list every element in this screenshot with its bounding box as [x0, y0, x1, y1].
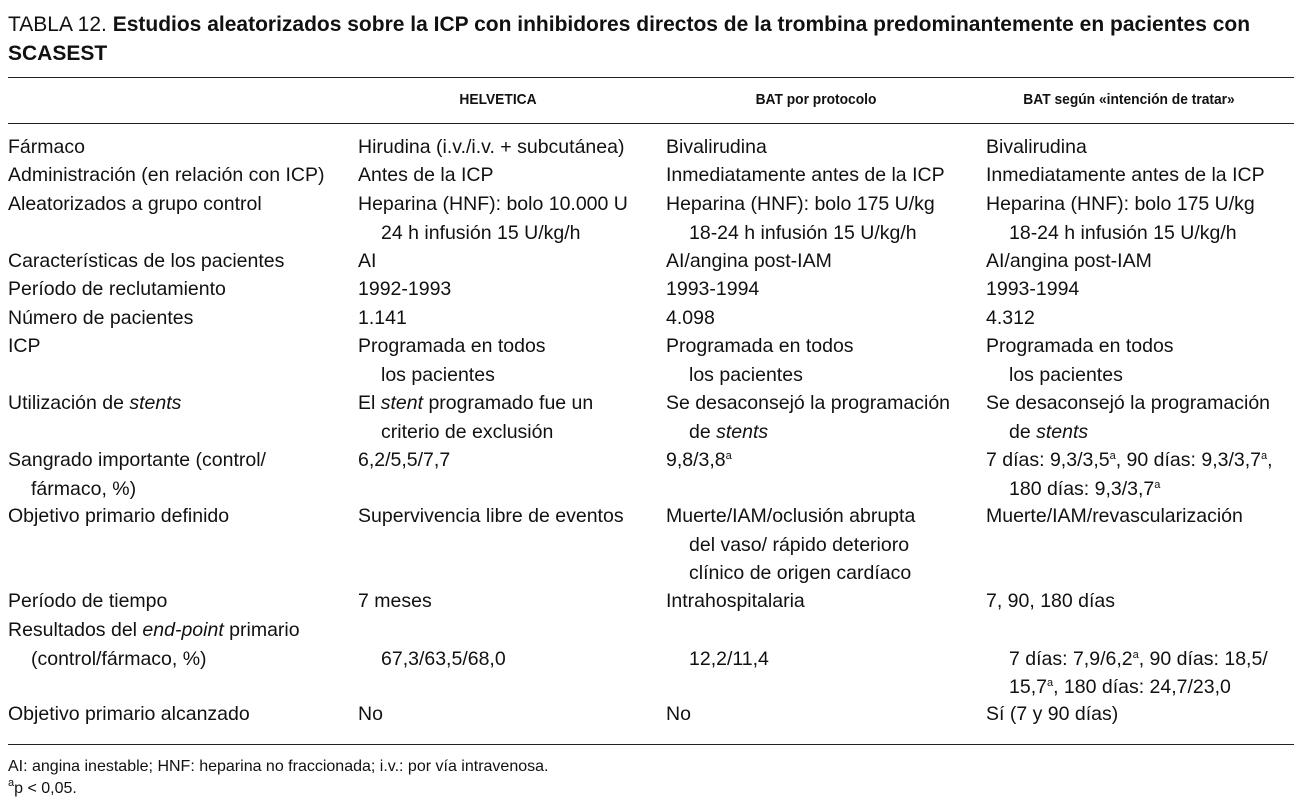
bat-protocol-cell [666, 304, 715, 333]
row-label [8, 446, 266, 503]
row-label [8, 502, 229, 531]
column-header-helvetica: HELVETICA [459, 91, 537, 108]
cell-line: 180 días: 9,3/3,7$^a$ [1009, 477, 1161, 500]
cell-line: Hirudina (i.v./i.v. + subcutánea) [358, 136, 625, 158]
cell-line: Heparina (HNF): bolo 10.000 U [358, 193, 628, 215]
helvetica-cell [358, 247, 376, 276]
helvetica-cell [358, 616, 506, 673]
bottom-rule [8, 744, 1294, 745]
bat-itt-cell [986, 133, 1087, 162]
cell-line: Número de pacientes [8, 307, 194, 329]
cell-line: Se desaconsejó la programación [666, 392, 951, 414]
cell-line: Programada en todos [986, 335, 1174, 357]
cell-line: Fármaco [8, 136, 85, 158]
cell-line: Resultados del end-point primario [8, 619, 300, 641]
bat-itt-cell [986, 332, 1174, 389]
table-title [8, 10, 1288, 68]
cell-line: 18-24 h infusión 15 U/kg/h [1009, 221, 1237, 244]
helvetica-cell [358, 332, 546, 389]
bat-itt-cell [986, 247, 1152, 276]
cell-line: 7 días: 9,3/3,5$^a$, 90 días: 9,3/3,7$^a$, [986, 449, 1273, 471]
cell-line: AI/angina post-IAM [986, 250, 1152, 272]
bat-protocol-cell [666, 700, 691, 729]
cell-line: Muerte/IAM/revascularización [986, 505, 1243, 527]
cell-line: los pacientes [689, 363, 803, 386]
row-label [8, 332, 41, 361]
row-label [8, 247, 284, 276]
cell-line: Inmediatamente antes de la ICP [986, 164, 1265, 186]
helvetica-cell [358, 190, 628, 247]
cell-line: 7 días: 7,9/6,2$^a$, 90 días: 18,5/ [1009, 647, 1268, 670]
cell-line: (control/fármaco, %) [31, 647, 207, 670]
cell-line: clínico de origen cardíaco [689, 562, 912, 584]
cell-line: Utilización de stents [8, 392, 182, 414]
cell-line: Bivalirudina [986, 136, 1087, 158]
top-rule [8, 77, 1294, 78]
cell-line: 1993-1994 [666, 278, 760, 300]
cell-line: Intrahospitalaria [666, 590, 805, 612]
helvetica-cell [358, 446, 450, 475]
cell-line: Heparina (HNF): bolo 175 U/kg [986, 193, 1255, 215]
helvetica-cell [358, 275, 451, 304]
helvetica-cell [358, 587, 432, 616]
cell-line: AI [358, 250, 377, 272]
bat-protocol-cell [666, 332, 854, 389]
row-label [8, 389, 181, 418]
table-number: TABLA 12. [8, 13, 107, 36]
table-footnotes [8, 756, 548, 800]
footnote: AI: angina inestable; HNF: heparina no fraccionada; i.v.: por vía intravenosa. [8, 758, 549, 775]
row-label [8, 587, 167, 616]
cell-line: Características de los pacientes [8, 250, 285, 272]
cell-line: los pacientes [1009, 363, 1123, 386]
cell-line: 4.098 [666, 307, 715, 329]
cell-line [666, 616, 769, 645]
cell-line: Se desaconsejó la programación [986, 392, 1271, 414]
cell-line: ICP [8, 335, 41, 357]
cell-line: Período de tiempo [8, 590, 168, 612]
helvetica-cell [358, 304, 407, 333]
bat-protocol-cell [666, 446, 732, 475]
bat-itt-cell [986, 275, 1079, 304]
cell-line: 67,3/63,5/68,0 [381, 647, 506, 670]
cell-line: 1992-1993 [358, 278, 452, 300]
cell-line: Muerte/IAM/oclusión abrupta [666, 505, 916, 527]
helvetica-cell [358, 133, 624, 162]
cell-line: del vaso/ rápido deterioro [689, 533, 910, 556]
row-label [8, 275, 226, 304]
cell-line: Aleatorizados a grupo control [8, 193, 262, 215]
footnote: $^a$p < 0,05. [8, 777, 77, 797]
column-header-bat-itt: BAT según «intención de tratar» [1023, 91, 1235, 108]
row-label [8, 616, 300, 673]
cell-line [358, 616, 506, 645]
cell-line: Objetivo primario definido [8, 505, 230, 527]
cell-line: No [666, 703, 691, 725]
bat-protocol-cell [666, 275, 759, 304]
cell-line: 12,2/11,4 [689, 647, 769, 670]
row-label [8, 700, 250, 729]
cell-line: de stents [1009, 420, 1089, 443]
bat-itt-cell [986, 446, 1273, 503]
cell-line: 6,2/5,5/7,7 [358, 449, 451, 471]
bat-itt-cell [986, 161, 1265, 190]
column-header-bat-protocol: BAT por protocolo [755, 91, 877, 108]
helvetica-cell [358, 389, 593, 446]
cell-line [986, 616, 1268, 645]
cell-line: Sí (7 y 90 días) [986, 703, 1119, 725]
bat-itt-cell [986, 587, 1115, 616]
row-label [8, 304, 193, 333]
cell-line: Heparina (HNF): bolo 175 U/kg [666, 193, 935, 215]
bat-protocol-cell [666, 587, 805, 616]
bat-protocol-cell [666, 247, 832, 276]
row-label [8, 190, 262, 219]
cell-line: Antes de la ICP [358, 164, 494, 186]
bat-protocol-cell [666, 190, 935, 247]
cell-line: Período de reclutamiento [8, 278, 226, 300]
cell-line: los pacientes [381, 363, 495, 386]
cell-line: Supervivencia libre de eventos [358, 505, 624, 527]
cell-line: Administración (en relación con ICP) [8, 164, 325, 186]
cell-line: Objetivo primario alcanzado [8, 703, 250, 725]
cell-line: 4.312 [986, 307, 1035, 329]
cell-line: 18-24 h infusión 15 U/kg/h [689, 221, 917, 244]
bat-itt-cell [986, 502, 1243, 531]
cell-line: El stent programado fue un [358, 392, 594, 414]
cell-line: fármaco, %) [31, 477, 137, 500]
cell-line: Bivalirudina [666, 136, 767, 158]
cell-line: Programada en todos [358, 335, 546, 357]
bat-itt-cell [986, 616, 1268, 702]
cell-line: 15,7$^a$, 180 días: 24,7/23,0 [1009, 676, 1231, 698]
cell-line: No [358, 703, 383, 725]
bat-protocol-cell [666, 502, 915, 588]
bat-protocol-cell [666, 161, 945, 190]
cell-line: 7, 90, 180 días [986, 590, 1116, 612]
cell-line: Programada en todos [666, 335, 854, 357]
cell-line: Sangrado importante (control/ [8, 449, 266, 471]
cell-line: 1.141 [358, 307, 407, 329]
helvetica-cell [358, 502, 624, 531]
row-label [8, 161, 324, 190]
bat-itt-cell [986, 700, 1118, 729]
table-caption: Estudios aleatorizados sobre la ICP con inhibidores directos de la trombina predominantemente en pacientes con SCASEST [8, 13, 1251, 65]
cell-line: 7 meses [358, 590, 432, 612]
cell-line: AI/angina post-IAM [666, 250, 832, 272]
bat-itt-cell [986, 304, 1035, 333]
bat-protocol-cell [666, 616, 769, 673]
helvetica-cell [358, 161, 494, 190]
cell-line: 1993-1994 [986, 278, 1080, 300]
bat-protocol-cell [666, 133, 767, 162]
cell-line: 9,8/3,8$^a$ [666, 449, 732, 471]
cell-line: criterio de exclusión [381, 420, 554, 443]
header-rule [8, 123, 1294, 124]
cell-line: de stents [689, 420, 769, 443]
row-label [8, 133, 85, 162]
cell-line: Inmediatamente antes de la ICP [666, 164, 945, 186]
bat-itt-cell [986, 190, 1255, 247]
bat-itt-cell [986, 389, 1270, 446]
helvetica-cell [358, 700, 383, 729]
bat-protocol-cell [666, 389, 950, 446]
cell-line: 24 h infusión 15 U/kg/h [381, 221, 581, 244]
